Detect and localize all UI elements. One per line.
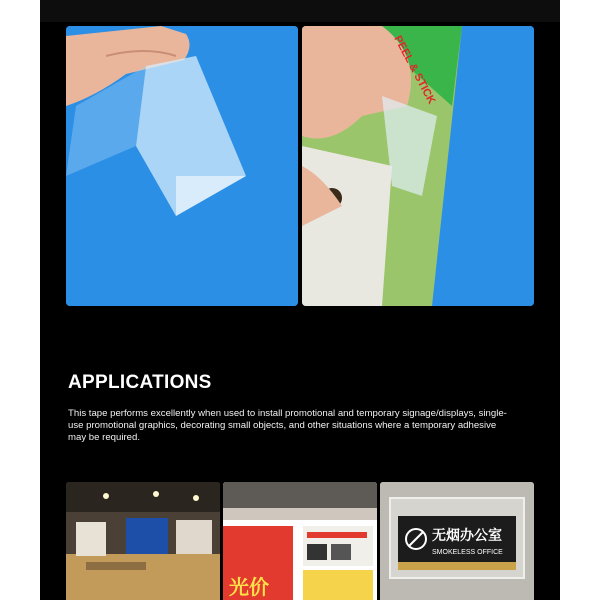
poster-big-text: 光价 [229, 577, 269, 599]
peel-label-overlay [302, 26, 534, 306]
applications-description: This tape performs excellently when used to install promotional and temporary signage/displays, single-use promotional graphics, decorating small objects, and other situations where a temporary adhesive may be required. [68, 408, 507, 444]
top-bar [40, 0, 560, 22]
peel-stick-label: PEEL & STICK [391, 33, 438, 107]
office-sign-thumbnail [380, 482, 534, 600]
sign-chinese-text: 无烟办公室 [432, 527, 502, 543]
tape-peel-illustration [66, 26, 298, 306]
exhibition-illustration [66, 482, 220, 600]
promo-poster-thumbnail [223, 482, 377, 600]
poster-peel-photo [302, 26, 534, 306]
product-panel [40, 0, 560, 600]
promo-poster-illustration [223, 482, 377, 600]
applications-heading: APPLICATIONS [68, 372, 212, 393]
office-sign-illustration [380, 482, 534, 600]
exhibition-thumbnail [66, 482, 220, 600]
tape-peel-photo [66, 26, 298, 306]
sign-english-text: SMOKELESS OFFICE [432, 549, 503, 556]
